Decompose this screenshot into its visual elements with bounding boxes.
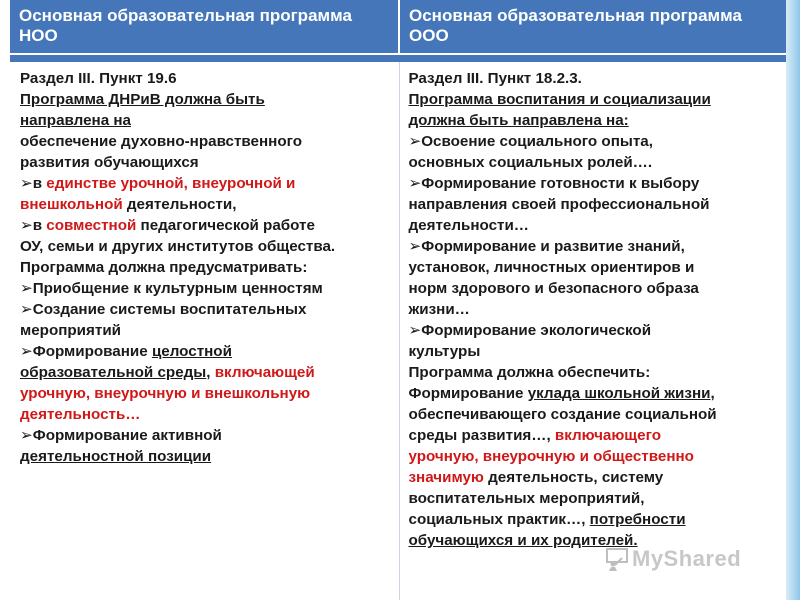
text-line xyxy=(20,215,391,236)
text-segment: основных социальных ролей…. xyxy=(408,154,653,171)
text-line xyxy=(409,152,779,173)
text-line xyxy=(20,446,391,467)
text-segment: должна быть направлена на: xyxy=(408,112,629,129)
text-segment: ОУ, семьи и других институтов общества. xyxy=(20,238,336,255)
text-line xyxy=(409,320,779,341)
text-line xyxy=(409,299,779,320)
text-segment: Программа должна предусматривать: xyxy=(20,259,308,276)
text-line xyxy=(409,131,779,152)
text-line xyxy=(20,89,391,110)
text-segment: , xyxy=(206,364,215,381)
text-line xyxy=(409,173,779,194)
text-line xyxy=(409,257,779,278)
body-row xyxy=(10,62,786,600)
text-segment: включающей xyxy=(214,364,315,381)
text-line xyxy=(409,383,779,404)
text-segment: внешкольной xyxy=(20,196,123,213)
text-segment: совместной xyxy=(46,217,137,234)
text-segment: целостной xyxy=(151,343,232,360)
text-line xyxy=(409,509,779,530)
text-segment: обеспечение духовно-нравственного xyxy=(20,133,303,150)
text-line xyxy=(409,362,779,383)
text-line xyxy=(20,236,391,257)
text-segment: ➢Формирование и развитие знаний, xyxy=(408,238,685,255)
text-segment: ➢в xyxy=(20,175,47,192)
text-segment: ➢Приобщение к культурным ценностям xyxy=(20,280,323,297)
text-line xyxy=(20,278,391,299)
text-segment: культуры xyxy=(408,343,481,360)
text-segment: потребности xyxy=(589,511,686,528)
text-segment: среды развития…, xyxy=(408,427,555,444)
text-line xyxy=(20,68,391,89)
text-line xyxy=(409,467,779,488)
text-line xyxy=(409,68,779,89)
text-segment: урочную, внеурочную и внешкольную xyxy=(20,385,311,402)
text-line xyxy=(20,404,391,425)
text-line xyxy=(20,299,391,320)
header-ooo-line-2: ООО xyxy=(409,26,449,45)
text-segment: , xyxy=(710,385,715,402)
text-line xyxy=(409,89,779,110)
text-segment: обучающихся и их родителей. xyxy=(408,532,638,549)
text-segment: Формирование xyxy=(408,385,528,402)
text-segment: деятельностной позиции xyxy=(20,448,212,465)
text-line xyxy=(20,257,391,278)
text-segment: развития обучающихся xyxy=(20,154,199,171)
text-line xyxy=(20,425,391,446)
text-segment: обеспечивающего создание социальной xyxy=(408,406,717,423)
body-noo xyxy=(10,62,399,600)
text-segment: деятельности, xyxy=(122,196,237,213)
text-segment: ➢Освоение социального опыта, xyxy=(408,133,653,150)
text-segment: установок, личностных ориентиров и xyxy=(408,259,695,276)
text-segment: мероприятий xyxy=(20,322,121,339)
text-line xyxy=(409,110,779,131)
text-line xyxy=(409,488,779,509)
text-segment: Программа воспитания и социализации xyxy=(408,91,711,108)
header-row xyxy=(10,0,786,54)
text-line xyxy=(20,110,391,131)
text-line xyxy=(409,404,779,425)
body-ooo xyxy=(399,62,786,600)
text-line xyxy=(409,425,779,446)
text-line xyxy=(20,152,391,173)
text-line xyxy=(20,383,391,404)
text-line xyxy=(409,446,779,467)
text-line xyxy=(409,236,779,257)
text-segment: Программа ДНРиВ должна быть xyxy=(20,91,265,108)
text-segment: ➢Формирование экологической xyxy=(408,322,652,339)
text-line xyxy=(409,278,779,299)
right-edge xyxy=(786,0,800,600)
header-noo-line-1: Основная образовательная программа xyxy=(19,6,352,25)
text-segment: направлена на xyxy=(20,112,132,129)
teacher-board-icon xyxy=(606,547,628,571)
text-segment: норм здорового и безопасного образа xyxy=(408,280,699,297)
header-separator xyxy=(10,54,786,62)
text-line xyxy=(409,194,779,215)
text-segment: ➢Формирование готовности к выбору xyxy=(408,175,700,192)
text-segment: воспитательных мероприятий, xyxy=(408,490,645,507)
comparison-table xyxy=(10,0,786,600)
header-noo xyxy=(10,0,399,54)
header-ooo-line-1: Основная образовательная программа xyxy=(409,6,742,25)
text-line xyxy=(20,320,391,341)
text-segment: деятельность, систему xyxy=(483,469,664,486)
text-segment: образовательной среды xyxy=(20,364,207,381)
text-line xyxy=(20,131,391,152)
watermark xyxy=(606,545,741,573)
text-segment: включающего xyxy=(554,427,661,444)
text-segment: уклада школьной жизни xyxy=(527,385,711,402)
text-segment: значимую xyxy=(408,469,484,486)
text-segment: ➢в xyxy=(20,217,47,234)
header-noo-line-2: НОО xyxy=(19,26,58,45)
text-segment: урочную, внеурочную и общественно xyxy=(408,448,694,465)
header-ooo xyxy=(399,0,786,54)
watermark-text: MyShared xyxy=(632,546,742,571)
text-line xyxy=(20,362,391,383)
text-segment: жизни… xyxy=(408,301,470,318)
text-segment: ➢Формирование активной xyxy=(20,427,222,444)
text-line xyxy=(20,341,391,362)
text-segment: Раздел III. Пункт 19.6 xyxy=(20,70,177,87)
text-segment: ➢Создание системы воспитательных xyxy=(20,301,307,318)
text-line xyxy=(409,215,779,236)
text-segment: направления своей профессиональной xyxy=(408,196,710,213)
text-segment: Раздел III. Пункт 18.2.3. xyxy=(408,70,582,87)
text-segment: ➢Формирование xyxy=(20,343,152,360)
text-segment: деятельности… xyxy=(408,217,529,234)
text-segment: деятельность… xyxy=(20,406,141,423)
left-edge xyxy=(0,0,10,600)
text-line xyxy=(409,341,779,362)
text-line xyxy=(20,194,391,215)
text-segment: единстве урочной, внеурочной и xyxy=(46,175,296,192)
text-segment: социальных практик…, xyxy=(408,511,590,528)
text-segment: педагогической работе xyxy=(136,217,315,234)
text-line xyxy=(20,173,391,194)
text-segment: Программа должна обеспечить: xyxy=(408,364,651,381)
